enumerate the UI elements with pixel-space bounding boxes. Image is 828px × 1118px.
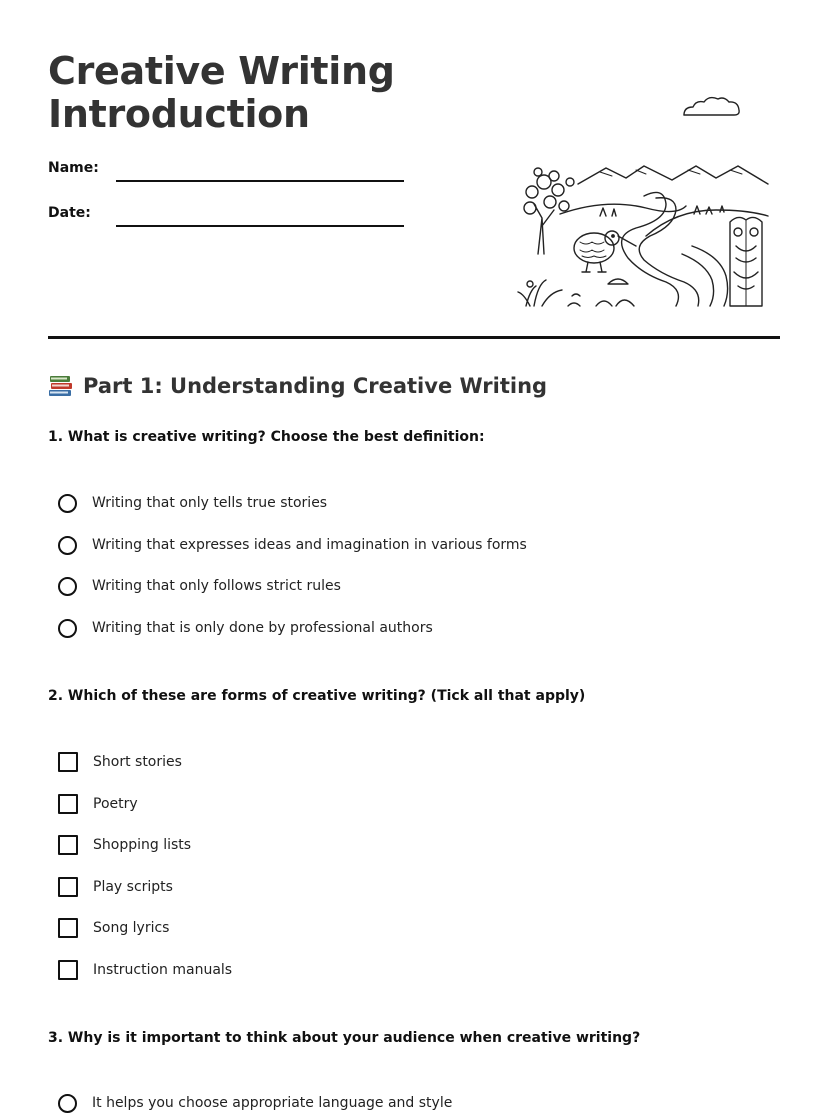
q2-option-3[interactable]	[58, 833, 191, 857]
date-field[interactable]	[48, 205, 408, 229]
q2-option-5[interactable]	[58, 916, 169, 940]
radio-button[interactable]	[58, 1094, 77, 1113]
part1-heading	[48, 373, 547, 399]
option-label: Writing that only follows strict rules	[92, 578, 341, 594]
option-label: Shopping lists	[93, 837, 192, 853]
q2-option-2[interactable]	[58, 792, 138, 816]
q1-option-4[interactable]	[58, 616, 433, 640]
radio-button[interactable]	[58, 536, 77, 555]
option-label: Song lyrics	[93, 920, 170, 936]
option-label: Short stories	[93, 754, 182, 770]
option-label: Writing that only tells true stories	[92, 495, 328, 511]
date-write-line[interactable]	[116, 225, 404, 227]
option-label: It helps you choose appropriate language and style	[92, 1095, 453, 1111]
q1-option-1[interactable]	[58, 491, 327, 515]
date-label: Date:	[48, 205, 91, 221]
option-label: Instruction manuals	[93, 962, 233, 978]
title-line-1: Creative Writing	[48, 49, 395, 93]
checkbox[interactable]	[58, 918, 78, 938]
q2-option-1[interactable]	[58, 750, 182, 774]
landscape-illustration-icon	[516, 86, 778, 312]
name-field[interactable]	[48, 160, 408, 184]
page-title	[48, 50, 395, 136]
checkbox[interactable]	[58, 835, 78, 855]
q1-option-2[interactable]	[58, 533, 527, 557]
radio-button[interactable]	[58, 577, 77, 596]
q2-option-4[interactable]	[58, 875, 173, 899]
question-3: 3. Why is it important to think about your audience when creative writing?	[48, 1030, 641, 1046]
checkbox[interactable]	[58, 960, 78, 980]
checkbox[interactable]	[58, 794, 78, 814]
q2-option-6[interactable]	[58, 958, 232, 982]
option-label: Writing that expresses ideas and imagination in various forms	[92, 537, 527, 553]
radio-button[interactable]	[58, 494, 77, 513]
q1-option-3[interactable]	[58, 574, 341, 598]
name-label: Name:	[48, 160, 99, 176]
option-label: Poetry	[93, 796, 138, 812]
section-divider	[48, 336, 780, 339]
books-icon	[48, 373, 74, 399]
part1-heading-text: Part 1: Understanding Creative Writing	[83, 374, 548, 398]
question-2: 2. Which of these are forms of creative writing? (Tick all that apply)	[48, 688, 586, 704]
radio-button[interactable]	[58, 619, 77, 638]
option-label: Writing that is only done by professional authors	[92, 620, 433, 636]
checkbox[interactable]	[58, 752, 78, 772]
option-label: Play scripts	[93, 879, 173, 895]
q3-option-1[interactable]	[58, 1091, 452, 1115]
title-line-2: Introduction	[48, 92, 310, 136]
name-write-line[interactable]	[116, 180, 404, 182]
question-1: 1. What is creative writing? Choose the best definition:	[48, 429, 485, 445]
checkbox[interactable]	[58, 877, 78, 897]
